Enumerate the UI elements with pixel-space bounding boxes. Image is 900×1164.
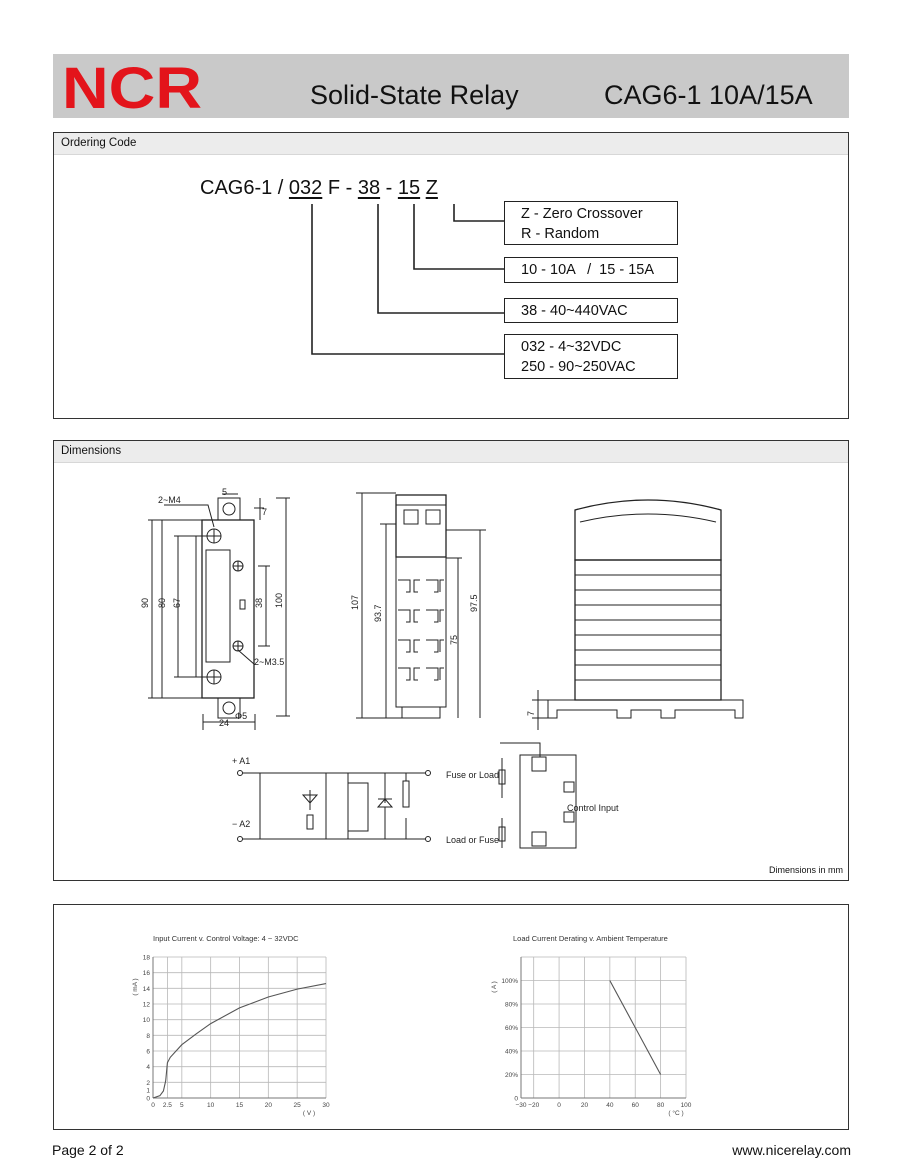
option-line: 38 - 40~440VAC bbox=[521, 303, 628, 319]
x-axis-label: ( V ) bbox=[302, 1110, 316, 1117]
x-tick-label: 15 bbox=[235, 1102, 244, 1109]
dim-label: 93.7 bbox=[373, 604, 383, 622]
code-switching: Z bbox=[425, 177, 438, 199]
x-tick-label: 5 bbox=[180, 1102, 184, 1109]
y-tick-label: 4 bbox=[146, 1064, 150, 1072]
circuit-label: Control Input bbox=[567, 803, 619, 813]
option-line: R - Random bbox=[521, 226, 600, 242]
x-tick-label: 30 bbox=[322, 1102, 330, 1109]
y-tick-label: 80% bbox=[504, 1001, 518, 1009]
dimensions-note: Dimensions in mm bbox=[769, 865, 844, 875]
x-tick-label: 60 bbox=[631, 1102, 639, 1109]
y-tick-label: 60% bbox=[504, 1025, 518, 1032]
y-tick-label: 12 bbox=[142, 1001, 150, 1009]
x-tick-label: −20 bbox=[528, 1102, 540, 1109]
dim-label: 38 bbox=[254, 597, 264, 608]
y-axis-label: ( mA ) bbox=[132, 978, 139, 996]
dim-label: 107 bbox=[350, 594, 360, 610]
circuit-label: Load or Fuse bbox=[446, 835, 500, 845]
circuit-label: + A1 bbox=[232, 756, 251, 766]
dim-label: 75 bbox=[449, 634, 459, 645]
svg-text:NCR: NCR bbox=[62, 62, 202, 112]
x-tick-label: 20 bbox=[580, 1102, 589, 1109]
option-line: 250 - 90~250VAC bbox=[521, 359, 636, 375]
dim-label: Φ5 bbox=[235, 711, 248, 721]
y-tick-label: 2 bbox=[146, 1079, 150, 1087]
x-tick-label: 80 bbox=[656, 1102, 665, 1109]
x-tick-label: 10 bbox=[207, 1102, 215, 1109]
y-axis-label: ( A ) bbox=[491, 981, 498, 993]
dim-label: 67 bbox=[172, 597, 182, 608]
x-tick-label: 40 bbox=[606, 1102, 614, 1109]
dim-label: 90 bbox=[140, 597, 150, 608]
y-tick-label: 0 bbox=[514, 1095, 518, 1103]
chart-title: Load Current Derating v. Ambient Temperature bbox=[513, 934, 668, 943]
y-tick-label: 14 bbox=[142, 985, 150, 993]
y-tick-label: 6 bbox=[146, 1048, 150, 1056]
dim-label: 100 bbox=[274, 592, 284, 608]
y-tick-label: 20% bbox=[504, 1072, 518, 1079]
y-tick-label: 1 bbox=[146, 1087, 150, 1095]
website-link[interactable]: www.nicerelay.com bbox=[732, 1142, 851, 1158]
dim-label: 97.5 bbox=[469, 594, 479, 612]
dim-label: 7 bbox=[262, 507, 268, 517]
section-heading: Ordering Code bbox=[54, 133, 848, 155]
x-tick-label: −30 bbox=[515, 1102, 527, 1109]
dim-label: 80 bbox=[157, 597, 167, 608]
dim-label: 5 bbox=[222, 487, 228, 497]
y-tick-label: 16 bbox=[142, 970, 150, 978]
x-tick-label: 100 bbox=[680, 1102, 692, 1109]
dim-label: 2~M4 bbox=[158, 495, 181, 505]
page-number: Page 2 of 2 bbox=[52, 1142, 124, 1158]
code-sep-1: F - bbox=[322, 177, 358, 199]
chart-title: Input Current v. Control Voltage: 4 ~ 32VDC bbox=[153, 934, 299, 943]
code-current: 15 bbox=[397, 177, 421, 199]
y-tick-label: 8 bbox=[146, 1032, 150, 1040]
circuit-label: Fuse or Load bbox=[446, 770, 500, 780]
x-tick-label: 20 bbox=[264, 1102, 272, 1109]
x-axis-label: ( °C ) bbox=[668, 1110, 684, 1117]
y-tick-label: 100% bbox=[501, 978, 518, 985]
code-sep-2: - bbox=[380, 177, 398, 199]
option-line: Z - Zero Crossover bbox=[521, 206, 643, 222]
section-heading: Dimensions bbox=[54, 441, 848, 463]
x-tick-label: 0 bbox=[557, 1102, 561, 1109]
x-tick-label: 2.5 bbox=[162, 1102, 172, 1109]
option-line: 032 - 4~32VDC bbox=[521, 339, 622, 355]
y-tick-label: 40% bbox=[504, 1048, 518, 1056]
x-tick-label: 25 bbox=[293, 1102, 301, 1109]
document-title: Solid-State Relay bbox=[310, 80, 519, 110]
code-prefix: CAG6-1 / bbox=[200, 177, 289, 199]
code-load-voltage: 38 bbox=[357, 177, 381, 199]
dim-label: 24 bbox=[219, 718, 230, 728]
y-tick-label: 0 bbox=[146, 1095, 150, 1103]
y-tick-label: 10 bbox=[142, 1017, 150, 1025]
code-voltage: 032 bbox=[288, 177, 323, 199]
model-title: CAG6-1 10A/15A bbox=[604, 80, 813, 110]
dim-label: 2~M3.5 bbox=[254, 657, 285, 667]
circuit-label: − A2 bbox=[232, 819, 251, 829]
x-tick-label: 0 bbox=[151, 1102, 155, 1109]
dim-label: 7 bbox=[526, 710, 536, 716]
y-tick-label: 18 bbox=[142, 954, 150, 962]
option-line: 10 - 10A / 15 - 15A bbox=[521, 262, 654, 278]
